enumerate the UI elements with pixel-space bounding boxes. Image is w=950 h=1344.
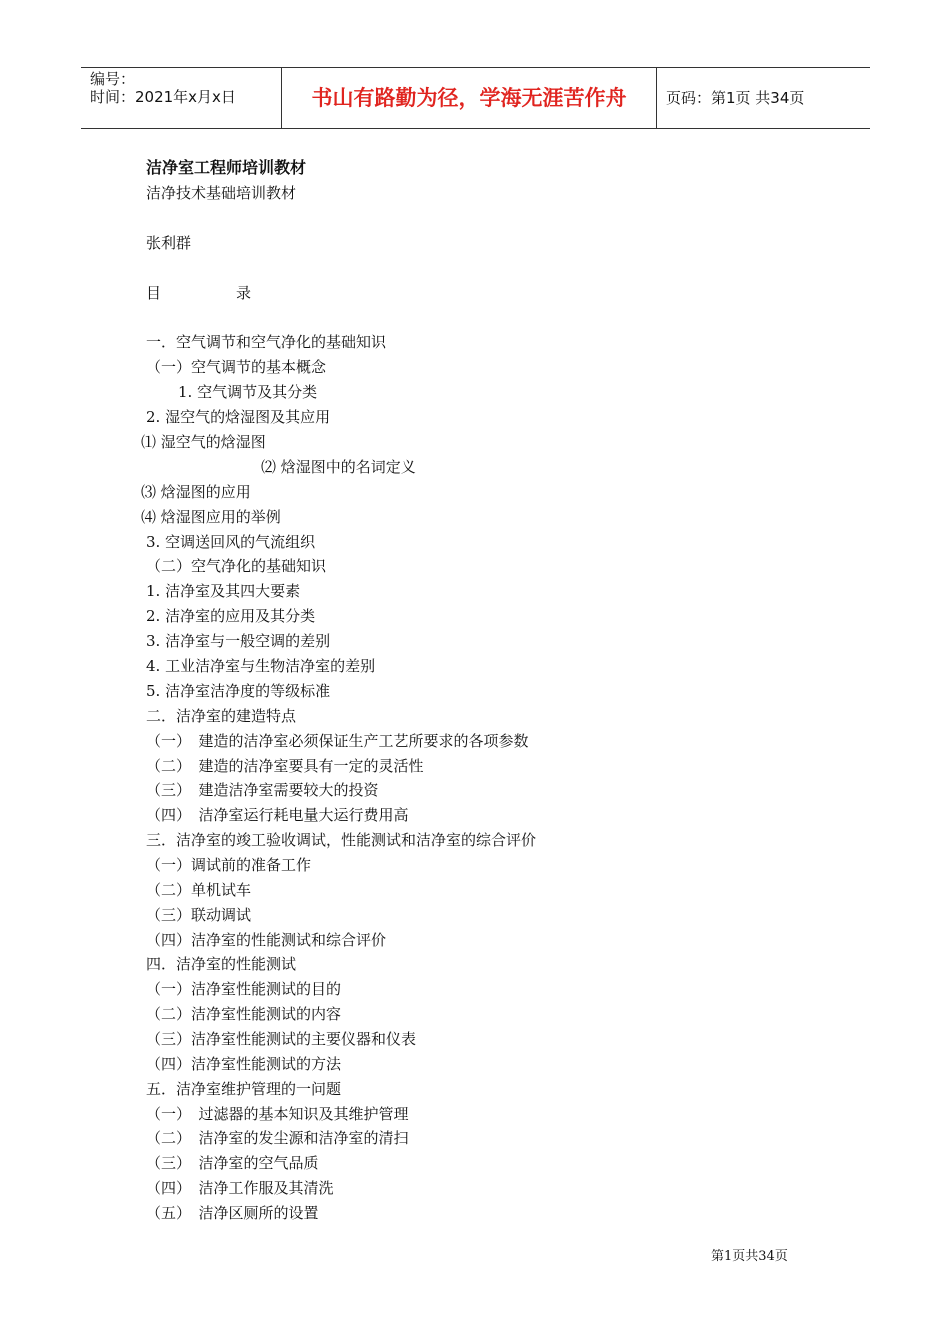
toc-item: （一） 过滤器的基本知识及其维护管理 [146, 1105, 409, 1123]
toc-item: （二）洁净室性能测试的内容 [146, 1005, 342, 1023]
toc-item: 4. 工业洁净室与生物洁净室的差别 [146, 657, 376, 675]
toc-item: （二）单机试车 [146, 881, 252, 899]
toc-item: （三）洁净室性能测试的主要仪器和仪表 [146, 1030, 417, 1048]
toc-item: ⑷ 焓湿图应用的举例 [141, 508, 281, 526]
toc-item: （三）联动调试 [146, 906, 252, 924]
header-right-cell [656, 68, 870, 128]
motto-text: 书山有路勤为径，学海无涯苦作舟 [311, 86, 627, 110]
toc-item: 1. 洁净室及其四大要素 [146, 582, 301, 600]
toc-item: ⑴ 湿空气的焓湿图 [141, 433, 266, 451]
toc-item: （四）洁净室性能测试的方法 [146, 1055, 342, 1073]
footer-page-number: 第1页共34页 [711, 1249, 788, 1264]
toc-item: （二） 建造的洁净室要具有一定的灵活性 [146, 757, 424, 775]
document-title: 洁净室工程师培训教材 [146, 158, 307, 177]
toc-item: 1. 空气调节及其分类 [178, 383, 318, 401]
toc-item: 五．洁净室维护管理的一问题 [146, 1080, 342, 1098]
toc-item: 三．洁净室的竣工验收调试，性能测试和洁净室的综合评价 [146, 831, 537, 849]
toc-item: （三） 洁净室的空气品质 [146, 1154, 319, 1172]
page-header [81, 67, 870, 129]
toc-item: （二） 洁净室的发尘源和洁净室的清扫 [146, 1129, 409, 1147]
toc-item: 四．洁净室的性能测试 [146, 955, 297, 973]
toc-item: （一）洁净室性能测试的目的 [146, 980, 342, 998]
toc-item: 2. 洁净室的应用及其分类 [146, 607, 316, 625]
toc-item: （三） 建造洁净室需要较大的投资 [146, 781, 379, 799]
toc-item: （一）调试前的准备工作 [146, 856, 312, 874]
toc-item: （四）洁净室的性能测试和综合评价 [146, 931, 387, 949]
toc-item: 3. 洁净室与一般空调的差别 [146, 632, 331, 650]
serial-number-label: 编号： [90, 70, 136, 88]
toc-item: （四） 洁净工作服及其清洗 [146, 1179, 334, 1197]
toc-item: 一．空气调节和空气净化的基础知识 [146, 333, 387, 351]
toc-item: （五） 洁净区厕所的设置 [146, 1204, 319, 1222]
toc-item: （二）空气净化的基础知识 [146, 557, 327, 575]
toc-item: （一）空气调节的基本概念 [146, 358, 327, 376]
toc-item: ⑵ 焓湿图中的名词定义 [261, 458, 416, 476]
document-author: 张利群 [146, 234, 192, 252]
toc-item: （一） 建造的洁净室必须保证生产工艺所要求的各项参数 [146, 732, 529, 750]
toc-item: 二．洁净室的建造特点 [146, 707, 297, 725]
toc-item: ⑶ 焓湿图的应用 [141, 483, 251, 501]
header-motto-cell [281, 68, 657, 128]
time-label: 时间：2021年x月x日 [90, 88, 236, 106]
toc-item: （四） 洁净室运行耗电量大运行费用高 [146, 806, 409, 824]
toc-item: 2. 湿空气的焓湿图及其应用 [146, 408, 331, 426]
header-page-number: 页码：第1页 共34页 [666, 89, 805, 107]
toc-heading: 目 录 [146, 284, 252, 302]
document-subtitle: 洁净技术基础培训教材 [146, 184, 297, 202]
toc-item: 5. 洁净室洁净度的等级标准 [146, 682, 331, 700]
header-left-cell [81, 68, 281, 128]
toc-item: 3. 空调送回风的气流组织 [146, 533, 316, 551]
